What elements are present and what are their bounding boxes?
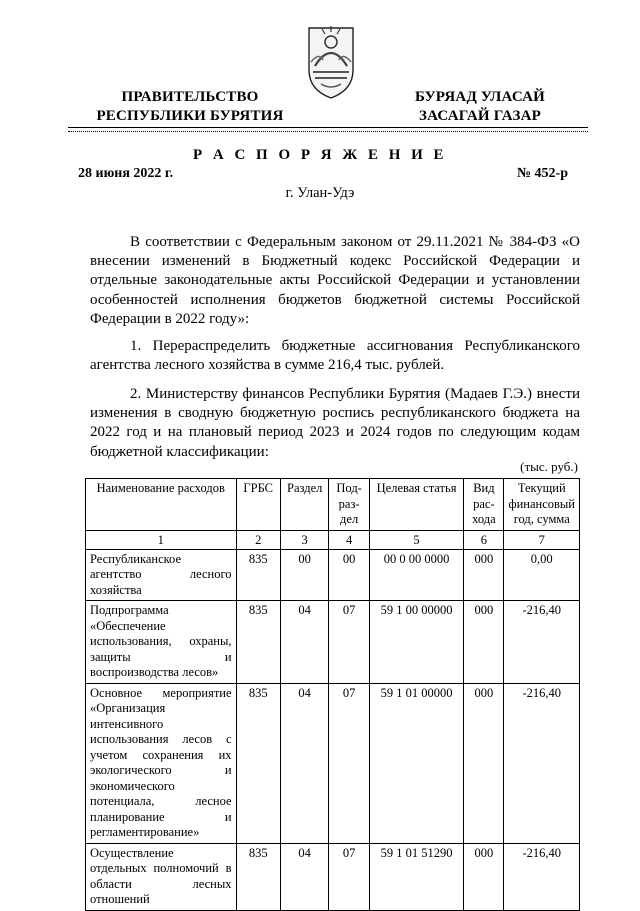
document-date: 28 июня 2022 г.	[78, 166, 174, 181]
header-divider	[68, 127, 588, 128]
table-row	[86, 843, 580, 910]
org-name-buryat	[400, 88, 560, 126]
units-label: (тыс. руб.)	[520, 459, 578, 474]
row-grbs: 835	[236, 549, 280, 601]
column-number: 1	[86, 530, 237, 549]
column-number: 4	[329, 530, 369, 549]
document-title: Р А С П О Р Я Ж Е Н И Е	[192, 147, 448, 163]
row-grbs: 835	[236, 601, 280, 684]
row-name: Подпрограмма «Обеспечение использования, охраны, защиты и воспроизводства лесов»	[86, 601, 237, 684]
column-number-row	[86, 530, 580, 549]
coat-of-arms-icon	[301, 22, 361, 100]
org-left-line1: ПРАВИТЕЛЬСТВО	[121, 89, 259, 105]
row-vid: 000	[464, 683, 504, 843]
row-target: 59 1 00 00000	[369, 601, 463, 684]
row-name: Республиканское агентство лесного хозяйства	[86, 549, 237, 601]
item-1-paragraph: 1. Перераспределить бюджетные ассигнования Республиканского агентства лесного хозяйства в сумме 216,4 тыс. рублей.	[90, 338, 580, 374]
row-sum: -216,40	[504, 601, 580, 684]
org-right-line2: ЗАСАГАЙ ГАЗАР	[419, 108, 541, 124]
row-target: 00 0 00 0000	[369, 549, 463, 601]
row-razdel: 00	[280, 549, 329, 601]
row-vid: 000	[464, 601, 504, 684]
header-grbs: ГРБС	[236, 479, 280, 531]
header-target: Целевая статья	[369, 479, 463, 531]
row-target: 59 1 01 51290	[369, 843, 463, 910]
header-razdel: Раздел	[280, 479, 329, 531]
header-vid: Вид рас-хода	[464, 479, 504, 531]
row-podrazdel: 07	[329, 843, 369, 910]
table-header-row	[86, 479, 580, 531]
column-number: 3	[280, 530, 329, 549]
header-podrazdel: Под-раз-дел	[329, 479, 369, 531]
document-city: г. Улан-Удэ	[285, 185, 355, 201]
row-sum: 0,00	[504, 549, 580, 601]
row-vid: 000	[464, 549, 504, 601]
column-number: 2	[236, 530, 280, 549]
row-grbs: 835	[236, 843, 280, 910]
row-razdel: 04	[280, 843, 329, 910]
column-number: 7	[504, 530, 580, 549]
item-2-paragraph: 2. Министерству финансов Республики Бурятия (Мадаев Г.Э.) внести изменения в сводную бюджетную роспись республиканского бюджета на 2022 год и на плановый период 2023 и 2024 годов по следующим кодам бюджетной классификации:	[90, 386, 580, 460]
row-name: Осуществление отдельных полномочий в области лесных отношений	[86, 843, 237, 910]
row-grbs: 835	[236, 683, 280, 843]
row-razdel: 04	[280, 601, 329, 684]
column-number: 6	[464, 530, 504, 549]
header-name: Наименование расходов	[86, 479, 237, 531]
table-row	[86, 601, 580, 684]
row-razdel: 04	[280, 683, 329, 843]
row-podrazdel: 00	[329, 549, 369, 601]
budget-table	[85, 478, 580, 911]
row-podrazdel: 07	[329, 601, 369, 684]
header-current-year: Текущий финансовый год, сумма	[504, 479, 580, 531]
org-left-line2: РЕСПУБЛИКИ БУРЯТИЯ	[96, 108, 284, 124]
org-right-line1: БУРЯАД УЛАСАЙ	[414, 89, 546, 105]
column-number: 5	[369, 530, 463, 549]
header-divider-dotted	[68, 131, 588, 132]
row-vid: 000	[464, 843, 504, 910]
row-target: 59 1 01 00000	[369, 683, 463, 843]
row-sum: -216,40	[504, 843, 580, 910]
table-row	[86, 549, 580, 601]
row-sum: -216,40	[504, 683, 580, 843]
row-name: Основное мероприятие «Организация интенсивного использования лесов с учетом сохранения их экологического и экономического потенциала, лесное планирование и регламентирование»	[86, 683, 237, 843]
org-name-russian	[90, 88, 290, 126]
preamble-paragraph: В соответствии с Федеральным законом от 29.11.2021 № 384-ФЗ «О внесении изменений в Бюджетный кодекс Российской Федерации и отдельные законодательные акты Российской Федерации и установлении особенностей исполнения бюджетов бюджетной системы Российской Федерации в 2022 году»:	[90, 234, 580, 327]
document-number: № 452-р	[516, 166, 568, 181]
table-row	[86, 683, 580, 843]
row-podrazdel: 07	[329, 683, 369, 843]
